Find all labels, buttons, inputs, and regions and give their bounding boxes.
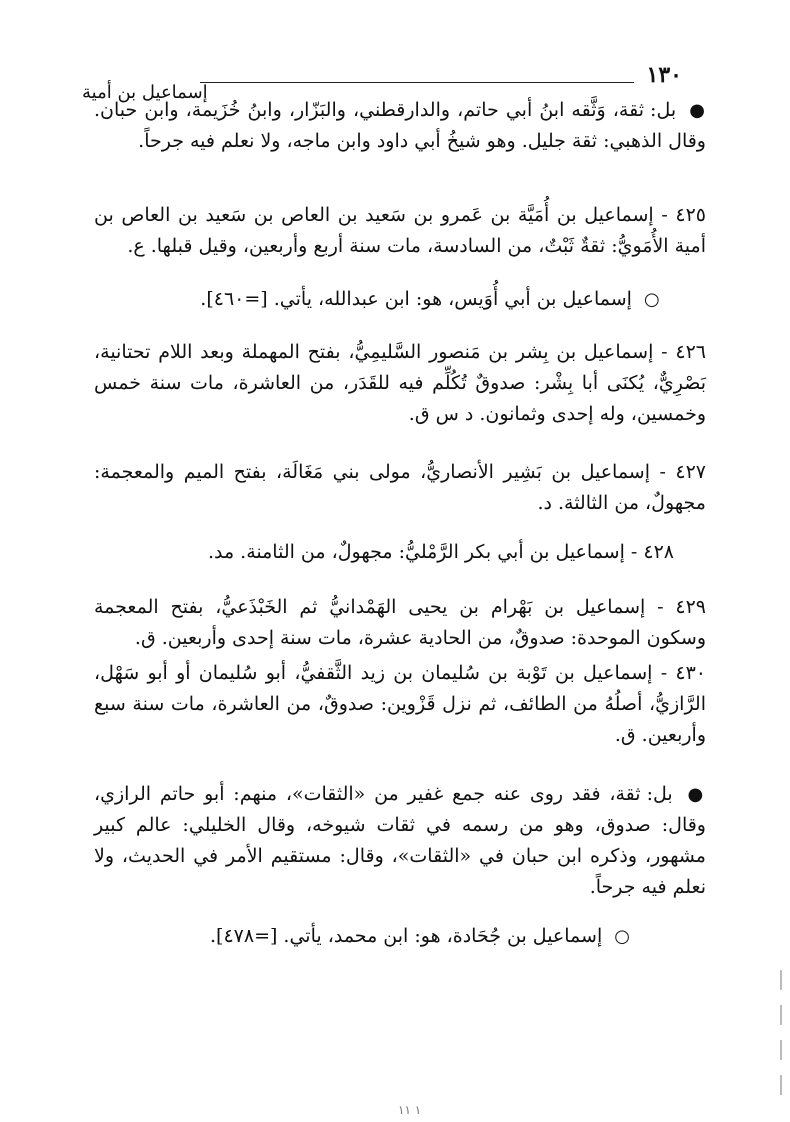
narrator-entry-425: [94, 200, 706, 262]
entry-text: ٤٣٠ - إسماعيل بن تَوْبة بن سُليمان بن زيد الثَّقفيُّ، أبو سُليمان أو أبو سَهْل، الرَّازيُّ، أصلُهُ من الطائف، ثم نزل قَزْوين: صدوقٌ، من العاشرة، مات سنة سبع وأربعين. ق.: [94, 662, 706, 746]
hollow-circle-icon: ○: [614, 926, 631, 947]
entry-text: إسماعيل بن جُحَادة، هو: ابن محمد، يأتي. [=٤٧٨].: [209, 925, 603, 947]
header-divider: [200, 82, 634, 83]
entry-text: بل: ثقة، فقد روى عنه جمع غفير من «الثقات»، منهم: أبو حاتم الرازي، وقال: صدوق، وهو من رسمه في ثقات شيوخه، وقال الخليلي: عالم كبير مشهور، وذكره ابن حبان في «الثقات»، وقال: مستقيم الأمر في الحديث، ولا نعلم فيه جرحاً.: [94, 783, 706, 898]
entry-text: ٤٢٧ - إسماعيل بن بَشِير الأنصاريُّ، مولى بني مَغَالَة، بفتح الميم والمعجمة: مجهولٌ، من الثالثة. د.: [94, 461, 706, 514]
running-title: إسماعيل بن أمية: [82, 82, 208, 103]
scan-edge-mark: [780, 1075, 782, 1095]
narrator-entry-426: [94, 337, 706, 430]
filled-circle-icon: ●: [687, 784, 706, 805]
entry-text: ٤٢٦ - إسماعيل بن بِشر بن مَنصور السَّليمِيُّ، بفتح المهملة وبعد اللام تحتانية، بَصْرِيٌّ، يُكنَى أبا بِشْر: صدوقٌ تُكُلِّم فيه للقَدَر، من العاشرة، مات سنة خمس وخمسين، وله إحدى وثمانون. د س ق.: [94, 341, 706, 425]
scan-edge-mark: [780, 970, 782, 990]
cross-reference-entry: [94, 921, 706, 952]
narrator-entry-429: [94, 592, 706, 654]
scan-edge-mark: [780, 1040, 782, 1060]
narrator-entry-430: [94, 658, 706, 751]
narrator-entry-427: [94, 457, 706, 519]
scan-marks: ۱۱ ۱: [398, 1103, 422, 1117]
entry-text: ٤٢٥ - إسماعيل بن أُمَيَّة بن عَمرو بن سَعيد بن العاص بن سَعيد بن العاص بن أمية الأُمَويُّ: ثقةٌ ثَبْتٌ، من السادسة، مات سنة أربع وأربعين، وقيل قبلها. ع.: [94, 204, 706, 257]
scan-edge-mark: [780, 1005, 782, 1025]
narrator-entry-428: [94, 537, 706, 568]
hollow-circle-icon: ○: [643, 289, 660, 310]
page-number: ١٣٠: [646, 62, 682, 88]
commentary-note: [94, 95, 706, 157]
biographical-entries: [94, 95, 706, 952]
entry-text: ٤٢٨ - إسماعيل بن أبي بكر الرَّمْليُّ: مجهولٌ، من الثامنة. مد.: [207, 541, 674, 563]
cross-reference-entry: [94, 284, 706, 315]
entry-text: ٤٢٩ - إسماعيل بن بَهْرام بن يحيى الهَمْدانيُّ ثم الخَبْذَعيُّ، بفتح المعجمة وسكون الموحدة: صدوقٌ، من الحادية عشرة، مات سنة إحدى وأربعين. ق.: [94, 596, 706, 649]
entry-text: إسماعيل بن أبي أُوَيس، هو: ابن عبدالله، يأتي. [=٤٦٠].: [200, 288, 632, 310]
commentary-note: [94, 779, 706, 903]
filled-circle-icon: ●: [689, 100, 706, 121]
entry-text: بل: ثقة، وَثَّقه ابنُ أبي حاتم، والدارقطني، والبَزّار، وابنُ خُزَيمة، وابن حبان. وقال الذهبي: ثقة جليل. وهو شيخُ أبي داود وابن ماجه، ولا نعلم فيه جرحاً.: [94, 99, 706, 152]
